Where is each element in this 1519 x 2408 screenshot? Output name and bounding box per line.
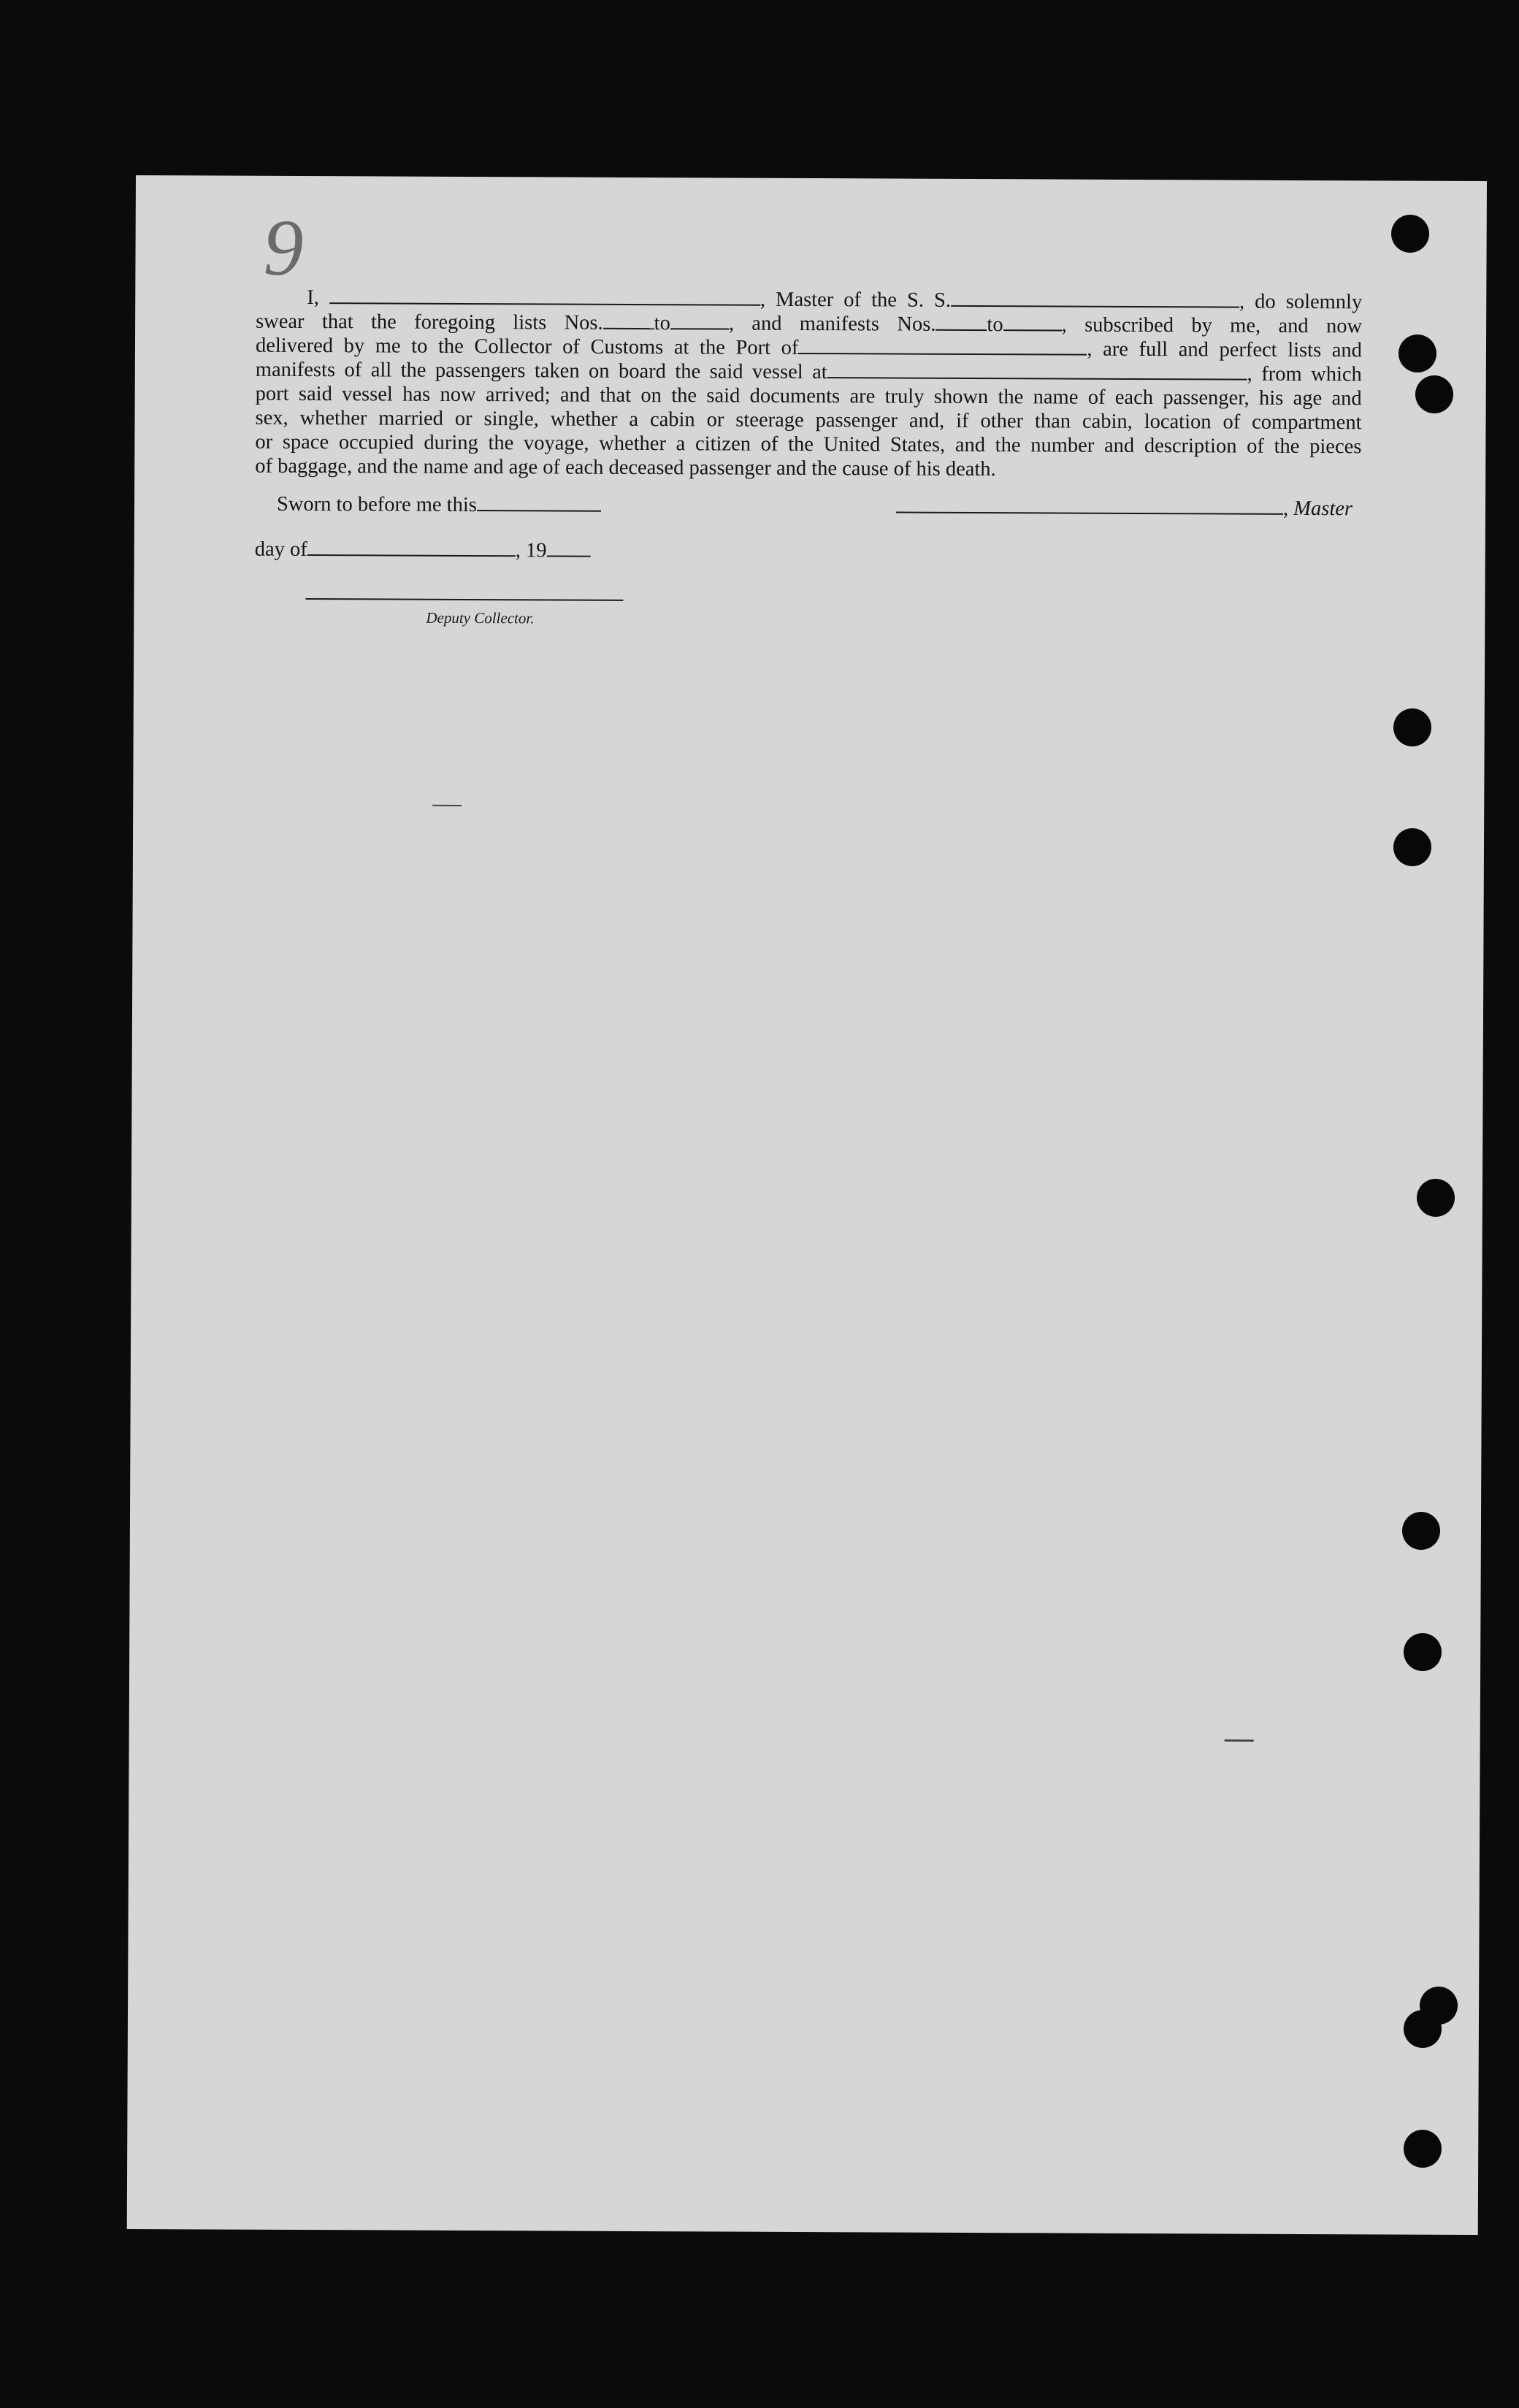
oath-line-5: port said vessel has now arrived; and that on the said documents are truly shown the name of each passenger, his age and: [255, 382, 1362, 410]
binder-hole: [1417, 1179, 1455, 1217]
binder-hole: [1391, 215, 1429, 253]
scan-mark: [432, 805, 462, 806]
oath-line-8: of baggage, and the name and age of each deceased passenger and the cause of his death.: [255, 454, 996, 481]
day-of-row: day of , 19: [255, 537, 591, 563]
sworn-row: Sworn to before me this: [277, 492, 601, 518]
binder-hole: [1402, 1512, 1440, 1550]
master-signature-blank: [896, 494, 1283, 515]
document-page: [127, 175, 1487, 2235]
binder-hole: [1404, 2130, 1442, 2168]
oath-line-7: or space occupied during the voyage, whether a citizen of the United States, and the number and description of the pieces: [255, 430, 1362, 459]
oath-paragraph: [255, 286, 1362, 483]
binder-hole: [1404, 1633, 1442, 1671]
binder-hole: [1393, 828, 1431, 866]
binder-hole: [1393, 708, 1431, 746]
port-blank: [798, 337, 1087, 356]
deputy-collector-label: Deputy Collector.: [426, 608, 535, 627]
binder-hole: [1399, 335, 1436, 372]
deputy-signature-line: [305, 598, 623, 601]
oath-line-4: manifests of all the passengers taken on board the said vessel at , from which: [255, 358, 1362, 386]
binder-hole: [1415, 375, 1453, 413]
sworn-day-blank: [477, 492, 601, 512]
ship-name-blank: [951, 289, 1239, 308]
master-name-blank: [329, 286, 760, 306]
scan-mark: [1225, 1740, 1254, 1742]
oath-line-6: sex, whether married or single, whether a cabin or steerage passenger and, if other than cabin, location of compartment: [255, 406, 1362, 435]
month-blank: [307, 537, 516, 557]
page-number-stamp: 9: [263, 202, 304, 293]
oath-line-1: I, , Master of the S. S. , do solemnly: [307, 286, 1363, 314]
master-signature-row: , Master: [896, 494, 1352, 521]
binder-hole: [1404, 2010, 1442, 2048]
oath-line-3: delivered by me to the Collector of Customs at the Port of , are full and perfect lists and: [255, 334, 1363, 362]
oath-line-2: swear that the foregoing lists Nos. to , and manifests Nos. to , subscribed by me, and now: [256, 310, 1363, 338]
departure-port-blank: [827, 361, 1247, 381]
year-blank: [546, 538, 590, 557]
